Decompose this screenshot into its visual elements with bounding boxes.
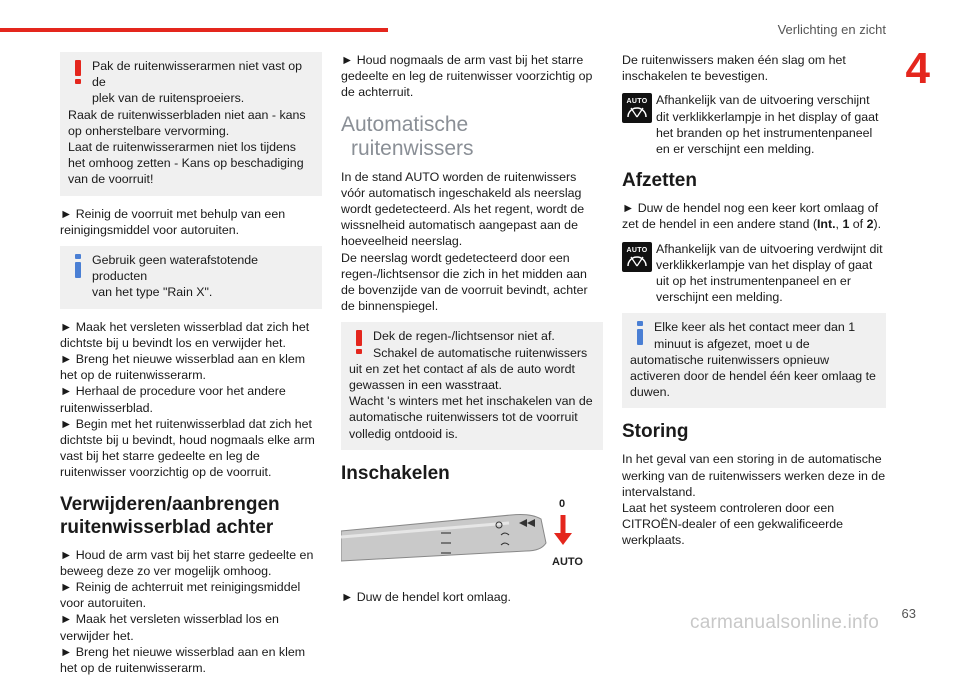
info2-second-line: minuut is afgezet, moet u de (654, 336, 810, 351)
heading-switch-off: Afzetten (622, 170, 697, 192)
heading-activate: Inschakelen (341, 462, 450, 484)
auto-icon-label: AUTO (626, 98, 648, 106)
info-icon (630, 319, 650, 347)
steps-rear-blade: ► Houd de arm vast bij het starre gedeelte en beweeg deze zo ver mogelijk omhoog. ► Reinig de achterruit met reinigingsmiddel voor autoruiten. ► Maak het versleten wisserblad los en verwijder het. ► Breng het nieuwe wisserblad aan en klem het op de ruitenwisserarm. (60, 547, 314, 676)
warning2-second-line: Schakel de automatische ruitenwissers (373, 345, 588, 360)
auto-off-rest: verklikkerlampje van het display of gaat uit op het instrumentenpaneel en er verschijnt een melding. (656, 257, 873, 305)
warning-exclamation-icon (349, 328, 369, 356)
figure-zero-label: 0 (559, 497, 566, 510)
step-off-prefix: ► Duw de hendel nog een keer kort omlaag of zet de hendel in een andere stand ( (622, 201, 879, 232)
step-push-down: ► Duw de hendel kort omlaag. (341, 590, 511, 605)
step-off-2: 2 (866, 217, 874, 232)
step-off-suffix: ). (873, 217, 882, 232)
auto-wiper-indicator-icon (622, 242, 652, 272)
step-rear-lower: ► Houd nogmaals de arm vast bij het starre gedeelte en leg de ruitenwisser voorzichtig op de achterruit. (341, 53, 593, 100)
stalk-illustration (341, 493, 603, 579)
column-1 (60, 52, 322, 684)
single-wipe-text: De ruitenwissers maken één slag om het inschakelen te bevestigen. (622, 53, 846, 84)
warning2-text: uit en zet het contact af als de auto wordt gewassen in een wasstraat. Wacht 's winters met het inschakelen van de automatische ruitenwissers tot de voorruit volledig ontdooid is. (349, 361, 593, 441)
wiper-glyph-icon (626, 103, 648, 119)
warning1-second-line: plek van de ruitensproeiers. (92, 91, 245, 106)
info1-second-line: van het type "Rain X". (92, 285, 213, 300)
wiper-stalk-icon (341, 493, 591, 575)
step-clean-windscreen: ► Reinig de voorruit met behulp van een reinigingsmiddel voor autoruiten. (60, 206, 286, 237)
warning1-first-line: Pak de ruitenwisserarmen niet vast op de (92, 59, 303, 90)
figure-auto-label: AUTO (552, 555, 583, 568)
auto-icon-label: AUTO (626, 246, 648, 254)
warning-box-sensor (341, 322, 603, 449)
header-accent-bar (0, 28, 388, 32)
heading-automatic-line2: ruitenwissers (351, 136, 474, 160)
info-icon (68, 252, 88, 280)
fault-text: In het geval van een storing in de automatische werking van de ruitenwissers werken deze in de intervalstand. Laat het systeem controleren door een CITROËN-dealer of een gekwalificeerde werkplaats. (622, 452, 886, 548)
chapter-number: 4 (905, 44, 930, 93)
column-3 (622, 52, 886, 557)
auto-on-indicator-text (622, 92, 886, 157)
auto-wiper-indicator-icon (622, 93, 652, 123)
step-off-1: 1 (842, 217, 850, 232)
info-box-products (60, 246, 322, 309)
warning1-text: Raak de ruitenwisserbladen niet aan - kans op onherstelbare vervorming. Laat de ruitenwisserarmen niet los tijdens het omhoog zetten - Kans op beschadiging van de voorruit! (68, 107, 306, 187)
info2-text: automatische ruitenwissers opnieuw activeren door de hendel één keer omlaag te duwen. (630, 352, 876, 400)
warning-box-wiper-arms (60, 52, 322, 196)
page-number: 63 (901, 606, 916, 621)
step-switch-off (622, 200, 886, 232)
heading-automatic-wipers (341, 113, 603, 161)
heading-automatic-line1: Automatische (341, 112, 469, 136)
warning-exclamation-icon (68, 58, 88, 86)
warning2-first-line: Dek de regen-/lichtsensor niet af. (373, 329, 555, 344)
wiper-glyph-icon (626, 252, 648, 268)
column-2 (341, 52, 603, 613)
steps-replace-blades: ► Maak het versleten wisserblad dat zich het dichtste bij u bevindt los en verwijder het. ► Breng het nieuwe wisserblad aan en klem het op de ruitenwisserarm. ► Herhaal de procedure voor het andere ruitenwisserblad. ► Begin met het ruitenwisserblad dat zich het dichtste bij u bevindt, houd nogmaals elke arm vast bij het starre gedeelte en leg de ruitenwisser voorzichtig op de voorruit. (60, 319, 315, 480)
auto-on-rest: verklikkerlampje in het display of gaat het branden op het instrumentenpaneel en er verschijnt een melding. (656, 109, 879, 157)
section-title: Verlichting en zicht (777, 22, 886, 37)
heading-rear-blade: Verwijderen/aanbrengen ruitenwisserblad achter (60, 493, 280, 538)
automatic-description: In de stand AUTO worden de ruitenwissers vóór automatisch ingeschakeld als neerslag wordt gedetecteerd. Als het regent, wordt de wissnelheid automatisch aangepast aan de hoeveelheid neerslag. De neerslag wordt gedetecteerd door een regen-/lichtsensor die zich in het midden aan de bovenzijde van de voorruit bevindt, achter de binnenspiegel. (341, 169, 588, 314)
auto-off-first: Afhankelijk van de uitvoering verdwijnt dit (656, 241, 883, 256)
heading-fault: Storing (622, 421, 689, 443)
step-off-sep1: , (835, 217, 843, 232)
info2-first-line: Elke keer als het contact meer dan 1 (654, 320, 856, 335)
auto-off-indicator-text (622, 241, 886, 306)
info-box-reactivate (622, 313, 886, 408)
auto-on-first: Afhankelijk van de uitvoering verschijnt dit (656, 93, 870, 124)
step-off-int: Int. (816, 217, 836, 232)
info1-first-line: Gebruik geen waterafstotende producten (92, 253, 259, 284)
watermark: carmanualsonline.info (690, 612, 880, 633)
step-off-sep2: of (849, 217, 867, 232)
